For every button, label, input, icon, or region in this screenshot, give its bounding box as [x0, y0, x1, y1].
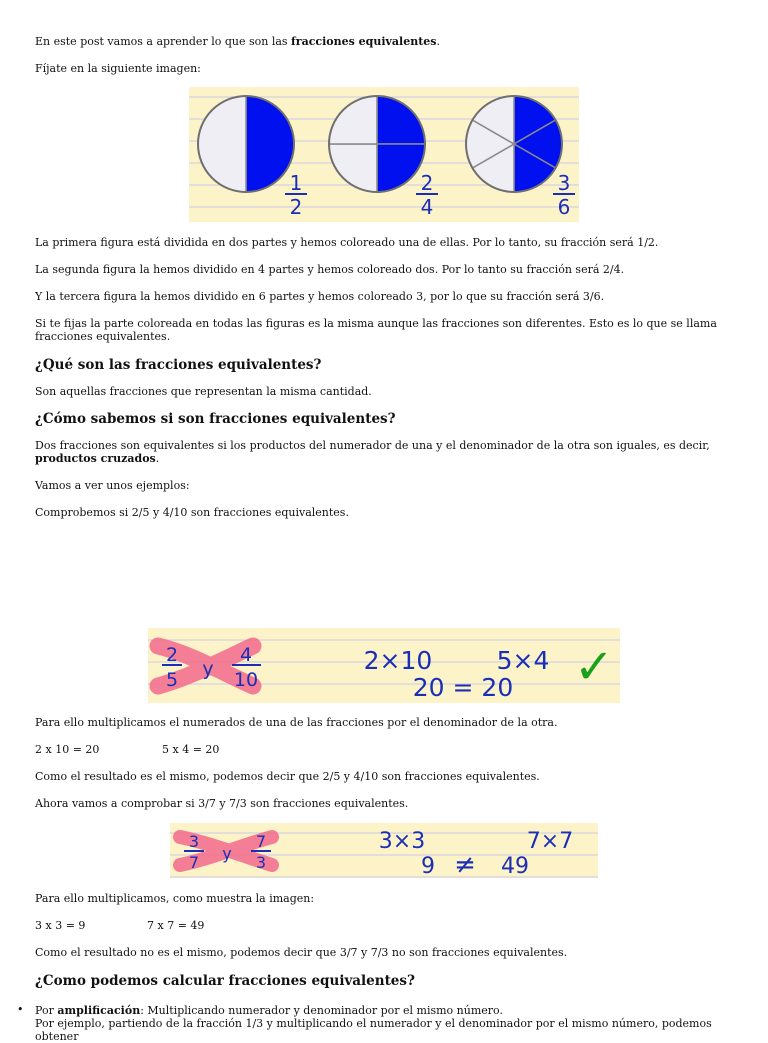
vamos-paragraph: Vamos a ver unos ejemplos:	[35, 479, 190, 492]
porejemplo-paragraph: Por ejemplo, partiendo de la fracción 1/3 y multiplicando el numerador y el denominador por el mismo número, podemos obtener	[35, 1017, 712, 1043]
result-right: 49	[501, 854, 529, 878]
resultado2-paragraph: Como el resultado no es el mismo, podemos decir que 3/7 y 7/3 no son fracciones equivalentes.	[35, 946, 568, 959]
resultado1-paragraph: Como el resultado es el mismo, podemos decir que 2/5 y 4/10 son fracciones equivalentes.	[35, 770, 540, 783]
fraction-label-numerator: 2	[420, 171, 434, 195]
heading-calcular: ¿Como podemos calcular fracciones equivalentes?	[35, 973, 415, 989]
sifijas-paragraph: Si te fijas la parte coloreada en todas las figuras es la misma aunque las fracciones son diferentes. Esto es lo que se llama fracciones equivalentes.	[35, 317, 717, 343]
fraction-label-numerator: 3	[557, 171, 571, 195]
cross-multiply-svg-2	[170, 823, 598, 878]
son-paragraph: Son aquellas fracciones que representan la misma cantidad.	[35, 385, 372, 398]
product-one: 2×10	[363, 646, 433, 675]
conjunction-y: y	[202, 658, 214, 680]
dos-bold: productos cruzados	[35, 452, 156, 465]
dos-end: .	[155, 452, 160, 465]
fraction-circles-image	[189, 87, 579, 222]
tercera-paragraph: Y la tercera figura la hemos dividido en 6 partes y hemos coloreado 3, por lo que su fracción será 3/6.	[35, 290, 605, 303]
product-three: 3×3	[378, 829, 426, 854]
heading-que-son: ¿Qué son las fracciones equivalentes?	[35, 357, 322, 373]
check-icon: ✓	[573, 639, 615, 695]
fraction-circles-svg	[189, 87, 579, 222]
ahora-paragraph: Ahora vamos a comprobar si 3/7 y 7/3 son fracciones equivalentes.	[35, 797, 409, 810]
bullet-prefix: Por	[35, 1004, 58, 1017]
intro-text: En este post vamos a aprender lo que son las	[35, 35, 292, 48]
cross-multiply-svg-1	[148, 628, 620, 703]
product-two: 5×4	[496, 646, 550, 675]
not-equal-icon: ≠	[454, 850, 476, 878]
comprobemos-paragraph: Comprobemos si 2/5 y 4/10 son fracciones equivalentes.	[35, 506, 349, 519]
calc1-line	[35, 743, 725, 756]
cross-multiply-image-1	[148, 628, 620, 703]
result-left: 9	[421, 854, 435, 878]
paraello1-paragraph: Para ello multiplicamos el numerados de una de las fracciones por el denominador de la otra.	[35, 716, 558, 729]
fraction-label-denominator: 6	[557, 195, 571, 219]
fraction-b-denominator: 10	[233, 669, 259, 691]
heading-como-sabemos: ¿Cómo sabemos si son fracciones equivalentes?	[35, 411, 396, 427]
bullet-dot: •	[17, 1003, 24, 1016]
fraction-c-numerator: 3	[188, 832, 200, 851]
bullet-amplificacion	[35, 1004, 725, 1017]
calc2-left: 3 x 3 = 9	[35, 919, 86, 932]
calc2-line	[35, 919, 725, 932]
conjunction-y-2: y	[222, 844, 232, 863]
fraction-d-numerator: 7	[255, 832, 267, 851]
fijate-paragraph: Fíjate en la siguiente imagen:	[35, 62, 201, 75]
paraello2-paragraph: Para ello multiplicamos, como muestra la imagen:	[35, 892, 315, 905]
fraction-label-numerator: 1	[289, 171, 303, 195]
dos-paragraph	[35, 439, 725, 465]
cross-multiply-image-2	[170, 823, 598, 878]
calc1-right: 5 x 4 = 20	[162, 743, 220, 756]
bullet-bold: amplificación	[57, 1004, 141, 1017]
product-four: 7×7	[526, 829, 574, 854]
intro-paragraph	[35, 35, 725, 48]
fraction-label-denominator: 4	[420, 195, 434, 219]
fraction-d-denominator: 3	[255, 853, 267, 872]
calc2-right: 7 x 7 = 49	[147, 919, 205, 932]
fraction-a-numerator: 2	[165, 644, 179, 666]
bullet-text: : Multiplicando numerador y denominador por el mismo número.	[140, 1004, 503, 1017]
fraction-a-denominator: 5	[165, 669, 179, 691]
equality-result: 20 = 20	[412, 673, 514, 702]
calc1-left: 2 x 10 = 20	[35, 743, 100, 756]
intro-end: .	[436, 35, 440, 48]
fraction-label-denominator: 2	[289, 195, 303, 219]
intro-bold: fracciones equivalentes	[291, 35, 437, 48]
segunda-paragraph: La segunda figura la hemos dividido en 4 partes y hemos coloreado dos. Por lo tanto su fracción será 2/4.	[35, 263, 625, 276]
fraction-b-numerator: 4	[239, 644, 253, 666]
primera-paragraph: La primera figura está dividida en dos partes y hemos coloreado una de ellas. Por lo tanto, su fracción será 1/2.	[35, 236, 659, 249]
dos-text: Dos fracciones son equivalentes si los productos del numerador de una y el denominador de la otra son iguales, es decir,	[35, 439, 710, 452]
fraction-c-denominator: 7	[188, 853, 200, 872]
